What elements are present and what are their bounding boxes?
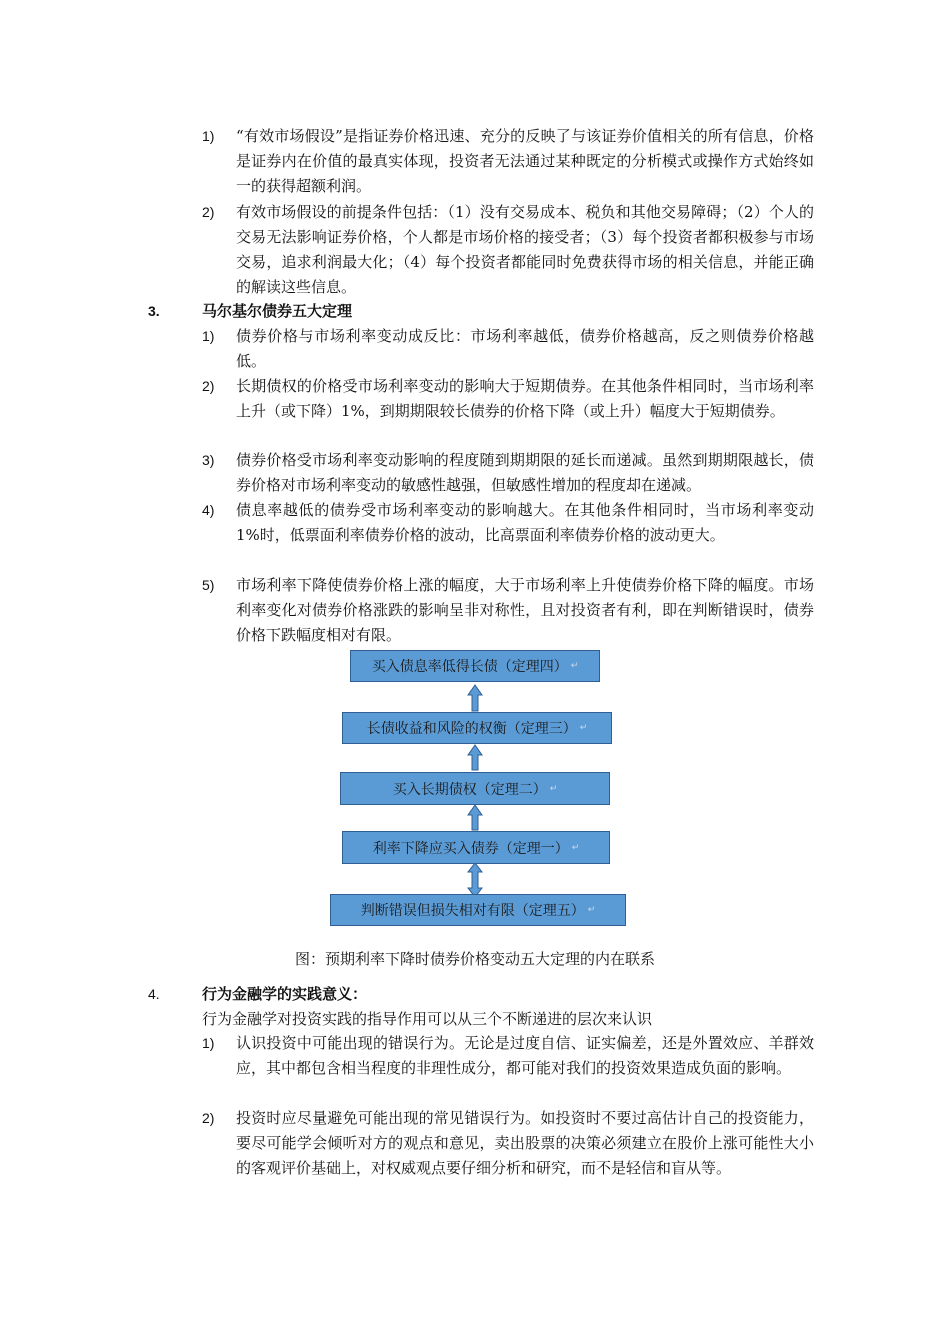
- up-arrow-icon: [468, 805, 482, 830]
- list-item: [202, 324, 812, 374]
- list-text: 市场利率下降使债券价格上涨的幅度，大于市场利率上升使债券价格下降的幅度。市场利率变化对债券价格涨跌的影响呈非对称性，且对投资者有利，即在判断错误时，债券价格下跌幅度相对有限。: [236, 576, 814, 644]
- up-arrow-icon: [468, 745, 482, 770]
- diagram-box-theorem-1: 利率下降应买入债券（定理一） ↵: [342, 831, 610, 864]
- list-item: [202, 573, 812, 648]
- diagram-box-theorem-3: 长债收益和风险的权衡（定理三） ↵: [342, 712, 612, 744]
- box-label: 判断错误但损失相对有限（定理五）: [360, 903, 585, 919]
- section-title: 行为金融学的实践意义：: [202, 985, 368, 1003]
- box-label: 长债收益和风险的权衡（定理三）: [366, 721, 577, 737]
- list-item: [202, 124, 812, 199]
- list-item: [202, 448, 812, 498]
- list-item: [202, 1106, 812, 1206]
- list-text: 债券价格与市场利率变动成反比：市场利率越低，债券价格越高，反之则债券价格越低。: [236, 327, 814, 370]
- theorem-flow-diagram: [320, 650, 640, 935]
- section-title: 马尔基尔债券五大定理: [202, 302, 353, 320]
- list-number: 1): [202, 1035, 215, 1051]
- double-arrow-icon: [468, 863, 482, 897]
- figure-caption: 图：预期利率下降时债券价格变动五大定理的内在联系: [294, 950, 655, 968]
- list-number: 2): [202, 1110, 215, 1126]
- section-number: 3.: [148, 303, 160, 319]
- list-item: [202, 1031, 812, 1106]
- list-text: 长期债权的价格受市场利率变动的影响大于短期债券。在其他条件相同时，当市场利率上升（或下降）1%，到期期限较长债券的价格下降（或上升）幅度大于短期债券。: [236, 377, 814, 420]
- box-label: 买入债息率低得长债（定理四）: [371, 659, 568, 675]
- list-item: [202, 200, 812, 300]
- section-number: 4.: [148, 986, 160, 1002]
- diagram-box-theorem-4: 买入债息率低得长债（定理四） ↵: [350, 650, 600, 682]
- diagram-box-theorem-5: 判断错误但损失相对有限（定理五） ↵: [330, 894, 626, 926]
- list-text: 认识投资中可能出现的错误行为。无论是过度自信、证实偏差，还是外置效应、羊群效应，其中都包含相当程度的非理性成分，都可能对我们的投资效果造成负面的影响。: [236, 1034, 814, 1077]
- list-text: 有效市场假设的前提条件包括：（1）没有交易成本、税负和其他交易障碍；（2）个人的交易无法影响证券价格，个人都是市场价格的接受者；（3）每个投资者都积极参与市场交易，追求利润最大化；（4）每个投资者都能同时免费获得市场的相关信息，并能正确的解读这些信息。: [236, 203, 814, 296]
- up-arrow-icon: [468, 685, 482, 711]
- box-label: 利率下降应买入债券（定理一）: [372, 840, 569, 857]
- diagram-box-theorem-2: 买入长期债权（定理二） ↵: [340, 772, 610, 805]
- section-heading: [148, 982, 808, 1007]
- list-number: 1): [202, 328, 215, 344]
- list-item: [202, 374, 812, 449]
- box-label: 买入长期债权（定理二）: [392, 781, 547, 798]
- list-number: 4): [202, 502, 215, 518]
- list-number: 3): [202, 452, 215, 468]
- section-heading: [148, 299, 808, 324]
- list-number: 2): [202, 378, 215, 394]
- list-number: 5): [202, 577, 215, 593]
- list-text: 投资时应尽量避免可能出现的常见错误行为。如投资时不要过高估计自己的投资能力，要尽可能学会倾听对方的观点和意见，卖出股票的决策必须建立在股价上涨可能性大小的客观评价基础上，对权威观点要仔细分析和研究，而不是轻信和盲从等。: [236, 1109, 814, 1177]
- list-text: “有效市场假设”是指证券价格迅速、充分的反映了与该证券价值相关的所有信息，价格是证券内在价值的最真实体现，投资者无法通过某种既定的分析模式或操作方式始终如一的获得超额利润。: [236, 127, 814, 195]
- list-number: 2): [202, 204, 215, 220]
- list-number: 1): [202, 128, 215, 144]
- section-intro: 行为金融学对投资实践的指导作用可以从三个不断递进的层次来认识: [202, 1010, 653, 1028]
- list-item: [202, 498, 812, 573]
- list-text: 债券价格受市场利率变动影响的程度随到期期限的延长而递减。虽然到期期限越长，债券价格对市场利率变动的敏感性越强，但敏感性增加的程度却在递减。: [236, 451, 814, 494]
- list-text: 债息率越低的债券受市场利率变动的影响越大。在其他条件相同时，当市场利率变动 1%时，低票面利率债券价格的波动，比高票面利率债券价格的波动更大。: [236, 501, 814, 544]
